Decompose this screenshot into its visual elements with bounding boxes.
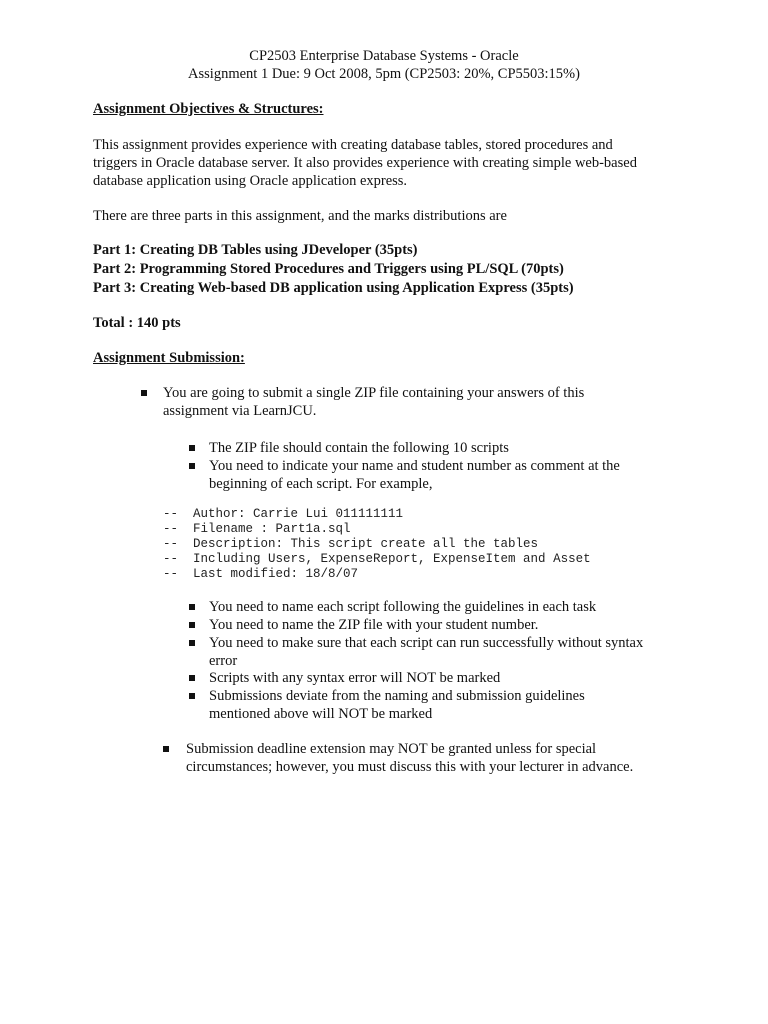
code-comment-line: -- Description: This script create all the tables [163,537,539,551]
document-title: CP2503 Enterprise Database Systems - Oracle [249,48,519,64]
square-bullet-icon [189,445,195,451]
code-comment-line: -- Author: Carrie Lui 011111111 [163,507,404,521]
objectives-heading: Assignment Objectives & Structures: [93,101,324,117]
sub-bullet-text: You need to name the ZIP file with your student number. [209,617,539,633]
sub-bullet-text: beginning of each script. For example, [209,476,433,492]
square-bullet-icon [189,463,195,469]
bullet-text-line: You are going to submit a single ZIP file containing your answers of this [163,385,585,401]
code-comment-line: -- Filename : Part1a.sql [163,522,351,536]
square-bullet-icon [189,622,195,628]
sub-bullet-text: You need to indicate your name and student number as comment at the [209,458,620,474]
bullet-text-line: assignment via LearnJCU. [163,403,317,419]
square-bullet-icon [189,675,195,681]
sub-bullet-text: error [209,653,238,669]
part-2-line: Part 2: Programming Stored Procedures and Triggers using PL/SQL (70pts) [93,261,564,277]
part-3-line: Part 3: Creating Web-based DB application using Application Express (35pts) [93,280,574,296]
marks-intro: There are three parts in this assignment, and the marks distributions are [93,208,507,224]
bullet-text-line: Submission deadline extension may NOT be granted unless for special [186,741,597,757]
submission-heading: Assignment Submission: [93,350,245,366]
total-points: Total : 140 pts [93,315,181,331]
square-bullet-icon [189,640,195,646]
sub-bullet-text: The ZIP file should contain the following 10 scripts [209,440,509,456]
square-bullet-icon [163,746,169,752]
square-bullet-icon [189,693,195,699]
sub-bullet-text: Scripts with any syntax error will NOT be marked [209,670,501,686]
bullet-text-line: circumstances; however, you must discuss this with your lecturer in advance. [186,759,634,775]
document-subtitle: Assignment 1 Due: 9 Oct 2008, 5pm (CP2503: 20%, CP5503:15%) [188,66,580,82]
sub-bullet-text: Submissions deviate from the naming and submission guidelines [209,688,585,704]
sub-bullet-text: You need to name each script following the guidelines in each task [209,599,597,615]
sub-bullet-text: mentioned above will NOT be marked [209,706,433,722]
code-comment-line: -- Including Users, ExpenseReport, ExpenseItem and Asset [163,552,591,566]
part-1-line: Part 1: Creating DB Tables using JDeveloper (35pts) [93,242,418,258]
objectives-paragraph-line: This assignment provides experience with creating database tables, stored procedures and [93,137,613,153]
sub-bullet-text: You need to make sure that each script can run successfully without syntax [209,635,644,651]
objectives-paragraph-line: database application using Oracle application express. [93,173,408,189]
objectives-paragraph-line: triggers in Oracle database server. It also provides experience with creating simple web-based [93,155,637,171]
square-bullet-icon [141,390,147,396]
square-bullet-icon [189,604,195,610]
code-comment-line: -- Last modified: 18/8/07 [163,567,359,581]
